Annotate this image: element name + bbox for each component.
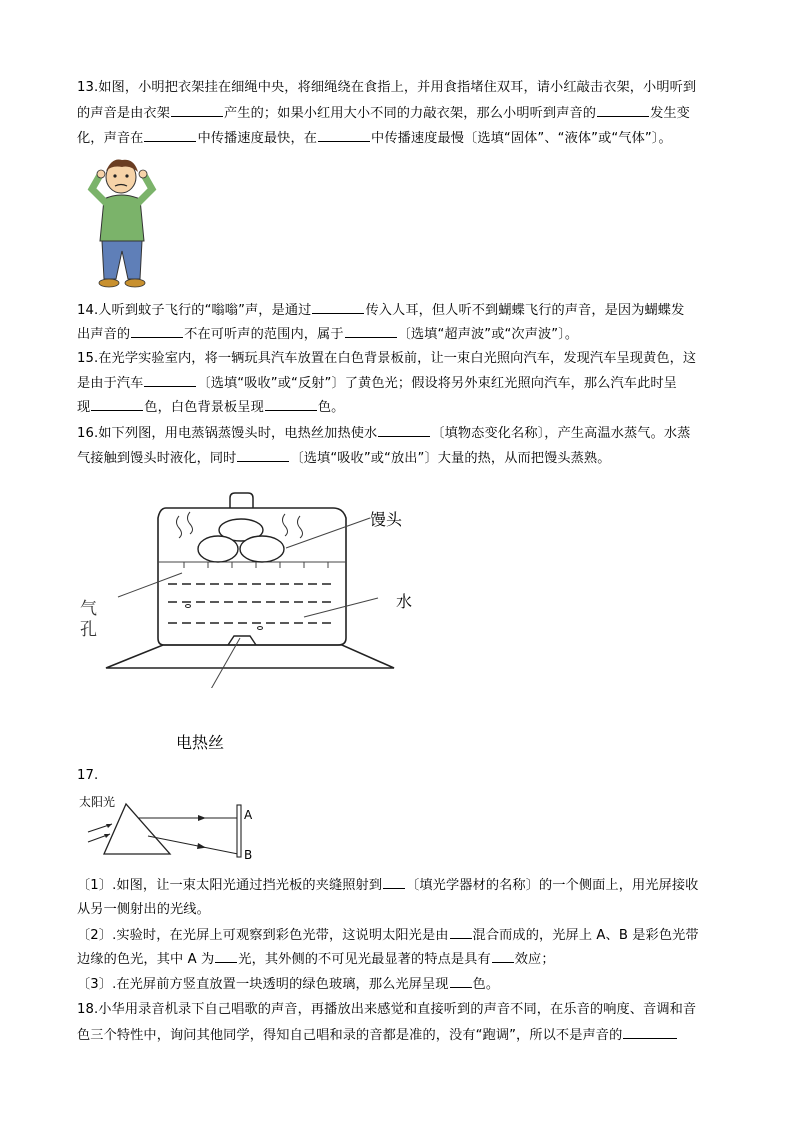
q17-number — [77, 767, 98, 785]
q17-blank-4[interactable] — [492, 950, 514, 963]
q16-blank-2[interactable] — [237, 449, 289, 462]
q13-blank-4[interactable] — [318, 129, 370, 142]
q18-text-1: 18.小华用录音机录下自己唱歌的声音，再播放出来感觉和直接听到的声音不同，在乐音的响度、音调和音 — [77, 1002, 697, 1017]
label-mantou: 馒头 — [370, 510, 403, 529]
q13-line-2 — [77, 104, 690, 123]
q13-text-2c: 发生变 — [650, 106, 690, 121]
steamer-diagram — [78, 488, 418, 688]
q17-text-2a: 〔2〕.实验时，在光屏上可观察到彩色光带，这说明太阳光是由 — [77, 928, 449, 943]
q16-text-1b: 〔填物态变化名称〕，产生高温水蒸气。水蒸 — [431, 426, 691, 441]
q17-text-2e: 效应； — [514, 952, 555, 967]
q15-text-3b: 色，白色背景板呈现 — [144, 400, 264, 415]
q14-blank-1[interactable] — [312, 301, 364, 314]
label-kong: 孔 — [80, 620, 97, 640]
q18-line-2 — [77, 1026, 678, 1045]
q15-blank-3[interactable] — [265, 398, 317, 411]
q15-text-3c: 色。 — [317, 400, 345, 415]
q15-text-2a: 是由于汽车 — [77, 376, 144, 391]
q17-blank-1[interactable] — [383, 876, 405, 889]
q18-blank-1[interactable] — [623, 1026, 677, 1039]
q17-p3-line — [77, 975, 499, 994]
q15-text-3a: 现 — [77, 400, 91, 415]
q15-line-2 — [77, 374, 677, 393]
q13-line-3 — [77, 129, 672, 148]
q14-text-2b: 不在可听声的范围内，属于 — [184, 327, 344, 342]
q17-p1-line-2 — [77, 901, 210, 919]
label-heating-wire: 电热丝 — [176, 733, 225, 752]
q17-blank-2[interactable] — [450, 926, 472, 939]
q16-text-1a: 16.如下列图，用电蒸锅蒸馒头时，电热丝加热使水 — [77, 426, 378, 441]
q15-blank-1[interactable] — [144, 374, 196, 387]
q17-p2-line-2 — [77, 950, 555, 969]
q17-text-1c: 从另一侧射出的光线。 — [77, 902, 210, 917]
q16-text-2a: 气接触到馒头时液化，同时 — [77, 451, 237, 466]
q17-num-text: 17. — [77, 768, 99, 783]
q18-line-1 — [77, 1001, 696, 1019]
q14-blank-3[interactable] — [345, 325, 397, 338]
q17-text-3a: 〔3〕.在光屏前方竖直放置一块透明的绿色玻璃，那么光屏呈现 — [77, 977, 449, 992]
q13-blank-1[interactable] — [171, 104, 223, 117]
q14-text-1a: 14.人听到蚊子飞行的“嗡嗡”声，是通过 — [77, 303, 312, 318]
q15-line-3 — [77, 398, 344, 417]
q17-text-1a: 〔1〕.如图，让一束太阳光通过挡光板的夹缝照射到 — [77, 878, 383, 893]
q14-line-2 — [77, 325, 578, 344]
q13-text-2a: 的声音是由衣架 — [77, 106, 171, 121]
q17-text-2d: 光，其外侧的不可见光最显著的特点是具有 — [238, 952, 491, 967]
q17-text-2b: 混合而成的，光屏上 A、B 是彩色光带 — [472, 928, 699, 943]
prism-diagram — [80, 800, 260, 862]
q13-text-2b: 产生的；如果小红用大小不同的力敲衣架，那么小明听到声音的 — [224, 106, 597, 121]
boy-plugging-ears-illustration — [82, 155, 164, 293]
q14-blank-2[interactable] — [131, 325, 183, 338]
q14-text-1b: 传入人耳，但人听不到蝴蝶飞行的声音，是因为蝴蝶发 — [365, 303, 685, 318]
q13-text-1: 13.如图，小明把衣架挂在细绳中央，将细绳绕在食指上，并用食指堵住双耳，请小红敲击衣架，小明听到 — [77, 80, 697, 95]
q14-text-2c: 〔选填“超声波”或“次声波”〕。 — [397, 327, 579, 342]
q16-text-2b: 〔选填“吸收”或“放出”〕大量的热，从而把馒头蒸熟。 — [290, 451, 611, 466]
q18-text-2: 色三个特性中，询问其他同学，得知自己唱和录的音都是准的，没有“跑调”，所以不是声音的 — [77, 1028, 623, 1043]
q17-text-3b: 色。 — [472, 977, 500, 992]
q16-blank-1[interactable] — [378, 424, 430, 437]
q16-line-2 — [77, 449, 611, 468]
label-qi: 气 — [80, 599, 97, 619]
q16-line-1 — [77, 424, 690, 443]
q17-blank-3[interactable] — [215, 950, 237, 963]
q17-p1-line-1 — [77, 876, 698, 895]
label-water: 水 — [396, 592, 413, 611]
q17-p2-line-1 — [77, 926, 699, 945]
label-sunlight: 太阳光 — [79, 795, 116, 809]
q13-text-3c: 中传播速度最慢〔选填“固体”、“液体”或“气体”〕。 — [371, 131, 672, 146]
q13-text-3a: 化，声音在 — [77, 131, 144, 146]
q17-text-1b: 〔填光学器材的名称〕的一个侧面上，用光屏接收 — [406, 878, 699, 893]
q17-blank-5[interactable] — [450, 975, 472, 988]
label-b: B — [244, 848, 253, 862]
q13-text-3b: 中传播速度最快，在 — [197, 131, 318, 146]
q13-blank-2[interactable] — [597, 104, 649, 117]
label-a: A — [244, 808, 253, 822]
q17-text-2c: 边缘的色光，其中 A 为 — [77, 952, 215, 967]
q14-text-2a: 出声音的 — [77, 327, 131, 342]
q15-text-1: 15.在光学实验室内，将一辆玩具汽车放置在白色背景板前，让一束白光照向汽车，发现汽车呈现黄色，这 — [77, 351, 697, 366]
q13-blank-3[interactable] — [144, 129, 196, 142]
q15-blank-2[interactable] — [91, 398, 143, 411]
q13-line-1 — [77, 79, 696, 97]
q15-line-1 — [77, 350, 696, 368]
q14-line-1 — [77, 301, 684, 320]
q15-text-2b: 〔选填“吸收”或“反射”〕了黄色光；假设将另外束红光照向汽车，那么汽车此时呈 — [197, 376, 677, 391]
